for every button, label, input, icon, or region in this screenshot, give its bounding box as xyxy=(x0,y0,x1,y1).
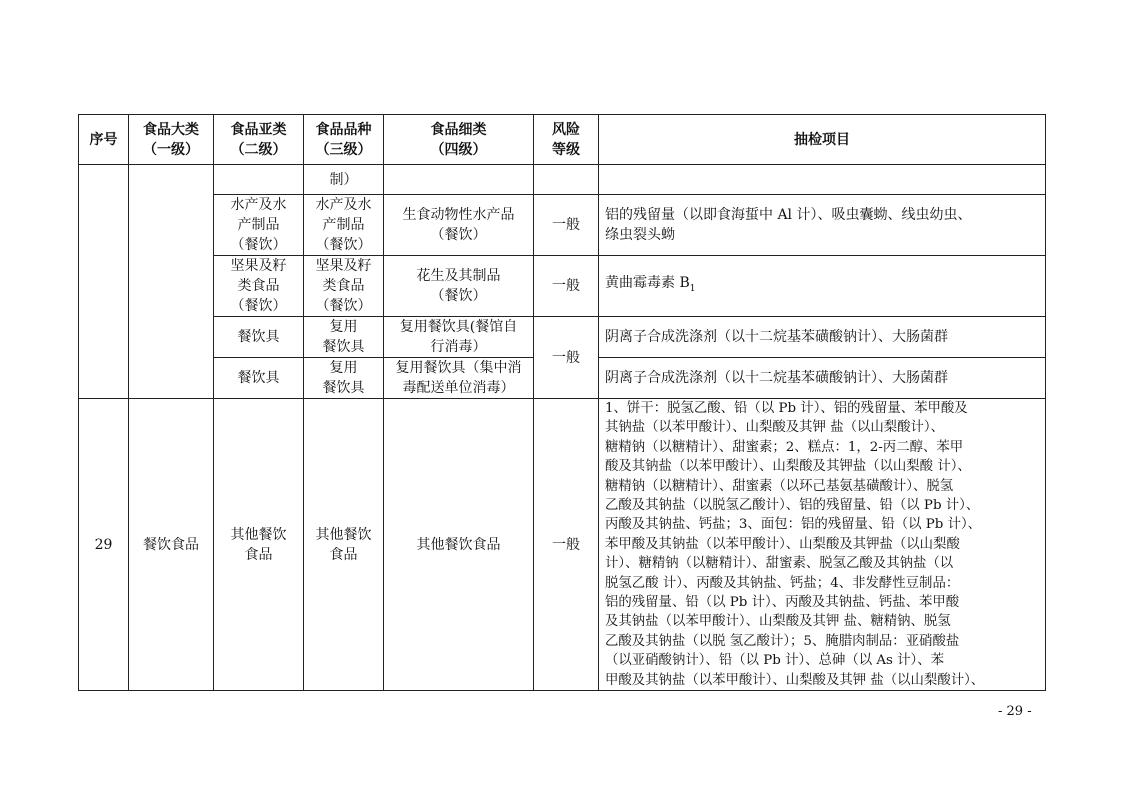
cell-cat4-nut xyxy=(384,256,534,317)
cell-line: 生食动物性水产品 xyxy=(402,207,515,223)
items-line: 苯甲酸及其钠盐（以苯甲酸计）、山梨酸及其钾盐（以山梨酸 xyxy=(605,536,960,552)
cell-seq-continued xyxy=(79,165,129,399)
cell-risk-continued xyxy=(534,165,599,195)
items-line: 计）、糖精钠（以糖精计）、甜蜜素、脱氢乙酸及其钠盐（以 xyxy=(605,556,954,572)
cell-cat2-utensil-central: 餐饮具 xyxy=(214,358,304,399)
items-line: 铝的残留量、铅（以 Pb 计）、丙酸及其钠盐、钙盐、苯甲酸 xyxy=(605,595,960,611)
cell-risk-utensils: 一般 xyxy=(534,317,599,399)
items-line: 脱氢乙酸 计）、丙酸及其钠盐、钙盐；4、非发酵性豆制品： xyxy=(605,575,960,591)
cell-line: （餐饮） xyxy=(230,237,287,253)
header-cat3-line1: 食品品种 xyxy=(315,121,372,138)
cell-cat4-utensil-restaurant xyxy=(384,317,534,358)
cell-items-utensil-central: 阴离子合成洗涤剂（以十二烷基苯磺酸钠计）、大肠菌群 xyxy=(599,358,1046,399)
cell-cat4-other: 其他餐饮食品 xyxy=(384,399,534,691)
cell-cat2-continued xyxy=(214,165,304,195)
items-subscript: 1 xyxy=(689,283,696,294)
items-line: 糖精钠（以糖精计）、甜蜜素；2、糕点：1，2-丙二醇、苯甲 xyxy=(605,439,964,455)
cell-cat1-catering: 餐饮食品 xyxy=(129,399,214,691)
cell-line: 其他餐饮 xyxy=(315,526,372,543)
table-row-utensil-restaurant xyxy=(79,317,1046,358)
cell-line: 绦虫裂头蚴 xyxy=(605,227,675,243)
table-row-continued xyxy=(79,165,1046,195)
header-risk-line1: 风险 xyxy=(552,121,580,138)
header-cat2-line2: （二级） xyxy=(230,141,287,158)
cell-line: 行消毒） xyxy=(430,339,487,355)
cell-line: 花生及其制品 xyxy=(416,268,501,284)
cell-items-other xyxy=(599,399,1046,691)
cell-cat3-utensil-central xyxy=(304,358,384,399)
items-line: 其钠盐（以苯甲酸计）、山梨酸及其钾 盐（以山梨酸计）、 xyxy=(605,420,945,436)
header-cat4-line1: 食品细类 xyxy=(430,121,487,138)
cell-cat2-nut xyxy=(214,256,304,317)
cell-seq-29: 29 xyxy=(79,399,129,691)
cell-line: 餐饮具 xyxy=(322,380,365,396)
page-number: - 29 - xyxy=(998,704,1032,719)
table-row-nut xyxy=(79,256,1046,317)
cell-line: （餐饮） xyxy=(315,237,372,253)
header-cat1-line2: （一级） xyxy=(143,141,199,158)
cell-risk-other: 一般 xyxy=(534,399,599,691)
header-cat2 xyxy=(214,115,304,165)
cell-line: 铝的残留量（以即食海蜇中 Al 计）、吸虫囊蚴、线虫幼虫、 xyxy=(605,207,972,223)
items-line: 乙酸及其钠盐（以脱 氢乙酸计）；5、腌腊肉制品：亚硝酸盐 xyxy=(605,633,960,649)
table-row-other-catering xyxy=(79,399,1046,691)
cell-line: 复用 xyxy=(329,319,358,335)
cell-cat4-continued xyxy=(384,165,534,195)
cell-cat3-utensil-restaurant xyxy=(304,317,384,358)
items-line: 及其钠盐（以苯甲酸计）、山梨酸及其钾 盐、糖精钠、脱氢 xyxy=(605,614,951,630)
cell-line: （餐饮） xyxy=(430,227,487,243)
items-line: 1、饼干：脱氢乙酸、铅（以 Pb 计）、铝的残留量、苯甲酸及 xyxy=(605,401,968,416)
cell-cat3-other xyxy=(304,399,384,691)
cell-items-nut xyxy=(599,256,1046,317)
header-items: 抽检项目 xyxy=(599,115,1046,165)
cell-line: 食品 xyxy=(329,546,358,563)
items-line: 酸及其钠盐（以苯甲酸计）、山梨酸及其钾盐（以山梨酸 计）、 xyxy=(605,459,971,475)
header-row xyxy=(79,115,1046,165)
cell-line: 复用 xyxy=(329,360,358,376)
inspection-table xyxy=(78,114,1046,691)
cell-line: 复用餐饮具（集中消 xyxy=(395,360,522,376)
cell-line: 类食品 xyxy=(322,278,365,294)
cell-line: 其他餐饮 xyxy=(230,526,287,543)
header-cat3-line2: （三级） xyxy=(315,141,372,158)
cell-items-aquatic xyxy=(599,195,1046,256)
cell-line: 毒配送单位消毒） xyxy=(402,380,515,396)
header-risk xyxy=(534,115,599,165)
cell-items-continued xyxy=(599,165,1046,195)
cell-cat2-other xyxy=(214,399,304,691)
header-cat3 xyxy=(304,115,384,165)
header-cat4-line2: （四级） xyxy=(430,141,487,158)
cell-line: 类食品 xyxy=(237,278,280,294)
cell-line: 产制品 xyxy=(237,217,280,233)
cell-line: 复用餐饮具(餐馆自 xyxy=(399,319,518,335)
cell-cat4-aquatic xyxy=(384,195,534,256)
cell-cat2-utensil-restaurant: 餐饮具 xyxy=(214,317,304,358)
cell-line: （餐饮） xyxy=(430,288,487,304)
cell-line: 坚果及籽 xyxy=(230,258,287,274)
cell-line: 食品 xyxy=(244,546,273,563)
cell-cat3-nut xyxy=(304,256,384,317)
items-line: 糖精钠（以糖精计）、甜蜜素（以环己基氨基磺酸计）、脱氢 xyxy=(605,478,954,494)
items-line: 甲酸及其钠盐（以苯甲酸计）、山梨酸及其钾 盐（以山梨酸计）、 xyxy=(605,672,985,688)
items-line: 乙酸及其钠盐（以脱氢乙酸计）、铝的残留量、铅（以 Pb 计）、 xyxy=(605,498,980,514)
cell-cat2-aquatic xyxy=(214,195,304,256)
items-line: 丙酸及其钠盐、钙盐；3、面包：铝的残留量、铅（以 Pb 计）、 xyxy=(605,517,982,533)
cell-line: 水产及水 xyxy=(230,197,287,213)
cell-cat3-continued: 制） xyxy=(304,165,384,195)
cell-cat3-aquatic xyxy=(304,195,384,256)
cell-cat4-utensil-central xyxy=(384,358,534,399)
cell-line: 坚果及籽 xyxy=(315,258,372,274)
header-risk-line2: 等级 xyxy=(552,141,580,158)
items-line: （以亚硝酸钠计）、铅（以 Pb 计）、总砷（以 As 计）、苯 xyxy=(605,653,945,669)
header-seq: 序号 xyxy=(79,115,129,165)
header-cat2-line1: 食品亚类 xyxy=(230,121,287,138)
cell-cat1-continued xyxy=(129,165,214,399)
header-cat1 xyxy=(129,115,214,165)
header-cat4 xyxy=(384,115,534,165)
header-cat1-line1: 食品大类 xyxy=(143,121,199,138)
items-text: 黄曲霉毒素 B xyxy=(605,275,690,292)
table-row-aquatic xyxy=(79,195,1046,256)
cell-line: （餐饮） xyxy=(230,298,287,314)
cell-line: 水产及水 xyxy=(315,197,372,213)
cell-risk-aquatic: 一般 xyxy=(534,195,599,256)
cell-risk-nut: 一般 xyxy=(534,256,599,317)
cell-line: 餐饮具 xyxy=(322,339,365,355)
cell-items-utensil-restaurant: 阴离子合成洗涤剂（以十二烷基苯磺酸钠计）、大肠菌群 xyxy=(599,317,1046,358)
cell-line: （餐饮） xyxy=(315,298,372,314)
cell-line: 产制品 xyxy=(322,217,365,233)
